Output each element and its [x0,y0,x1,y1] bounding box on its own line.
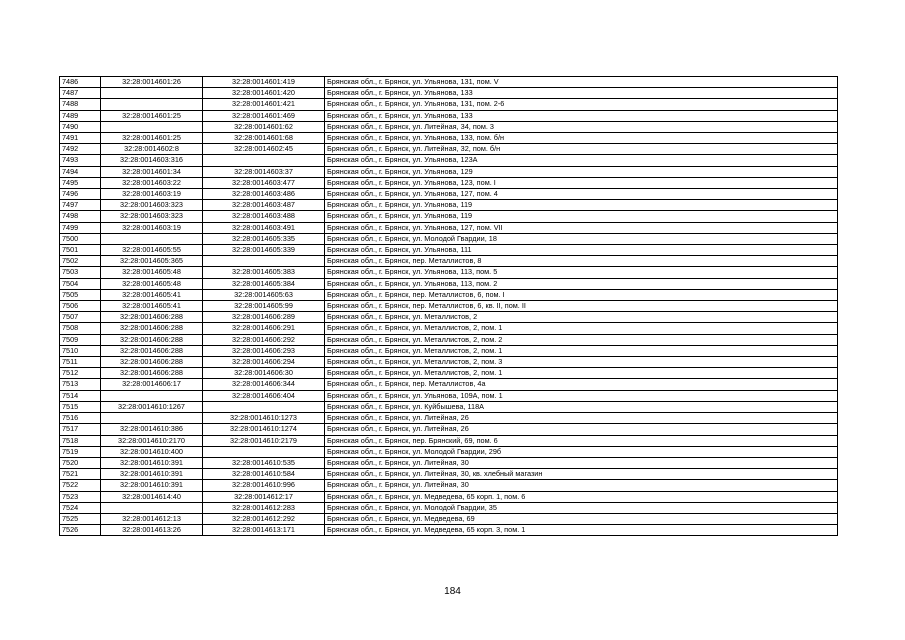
table-row [60,121,838,132]
land-cadastral-number-cell: 32:28:0014603:316 [101,155,203,166]
row-number-cell: 7526 [60,525,101,536]
table-row [60,177,838,188]
object-cadastral-number-cell: 32:28:0014605:383 [203,267,325,278]
table-row [60,110,838,121]
address-cell: Брянская обл., г. Брянск, ул. Куйбышева, 118А [325,401,838,412]
address-cell: Брянская обл., г. Брянск, ул. Ульянова, 111 [325,245,838,256]
row-number-cell: 7489 [60,110,101,121]
object-cadastral-number-cell: 32:28:0014606:291 [203,323,325,334]
object-cadastral-number-cell: 32:28:0014603:488 [203,211,325,222]
land-cadastral-number-cell: 32:28:0014605:41 [101,289,203,300]
land-cadastral-number-cell: 32:28:0014606:288 [101,345,203,356]
table-row [60,446,838,457]
row-number-cell: 7486 [60,77,101,88]
object-cadastral-number-cell: 32:28:0014603:486 [203,189,325,200]
address-cell: Брянская обл., г. Брянск, ул. Ульянова, 131, пом. 2-6 [325,99,838,110]
address-cell: Брянская обл., г. Брянск, ул. Ульянова, 109А, пом. 1 [325,390,838,401]
object-cadastral-number-cell: 32:28:0014612:292 [203,513,325,524]
land-cadastral-number-cell [101,233,203,244]
table-row [60,77,838,88]
object-cadastral-number-cell [203,155,325,166]
address-cell: Брянская обл., г. Брянск, ул. Литейная, 34, пом. 3 [325,121,838,132]
land-cadastral-number-cell: 32:28:0014605:48 [101,278,203,289]
table-row [60,133,838,144]
table-row [60,424,838,435]
address-cell: Брянская обл., г. Брянск, пер. Металлистов, 6, пом. I [325,289,838,300]
object-cadastral-number-cell: 32:28:0014606:344 [203,379,325,390]
table-row [60,491,838,502]
table-row [60,278,838,289]
table-row [60,435,838,446]
table-row [60,357,838,368]
row-number-cell: 7520 [60,457,101,468]
table-row [60,256,838,267]
address-cell: Брянская обл., г. Брянск, ул. Ульянова, 113, пом. 5 [325,267,838,278]
object-cadastral-number-cell: 32:28:0014605:384 [203,278,325,289]
table-row [60,211,838,222]
address-cell: Брянская обл., г. Брянск, ул. Ульянова, 133, пом. б/н [325,133,838,144]
row-number-cell: 7490 [60,121,101,132]
land-cadastral-number-cell: 32:28:0014603:323 [101,200,203,211]
property-register-table [59,76,838,536]
address-cell: Брянская обл., г. Брянск, ул. Ульянова, 133 [325,88,838,99]
land-cadastral-number-cell [101,99,203,110]
object-cadastral-number-cell: 32:28:0014602:45 [203,144,325,155]
object-cadastral-number-cell: 32:28:0014610:996 [203,480,325,491]
address-cell: Брянская обл., г. Брянск, ул. Ульянова, 127, пом. VII [325,222,838,233]
address-cell: Брянская обл., г. Брянск, ул. Ульянова, 119 [325,200,838,211]
row-number-cell: 7499 [60,222,101,233]
table-row [60,155,838,166]
address-cell: Брянская обл., г. Брянск, ул. Ульянова, 133 [325,110,838,121]
row-number-cell: 7516 [60,413,101,424]
row-number-cell: 7513 [60,379,101,390]
table-row [60,312,838,323]
land-cadastral-number-cell: 32:28:0014605:41 [101,301,203,312]
table-row [60,301,838,312]
object-cadastral-number-cell: 32:28:0014606:289 [203,312,325,323]
table-row [60,513,838,524]
address-cell: Брянская обл., г. Брянск, ул. Молодой Гвардии, 35 [325,502,838,513]
land-cadastral-number-cell [101,413,203,424]
row-number-cell: 7492 [60,144,101,155]
row-number-cell: 7497 [60,200,101,211]
address-cell: Брянская обл., г. Брянск, ул. Литейная, 30 [325,457,838,468]
table-row [60,413,838,424]
object-cadastral-number-cell: 32:28:0014612:283 [203,502,325,513]
table-row [60,222,838,233]
address-cell: Брянская обл., г. Брянск, пер. Металлистов, 6, кв. II, пом. II [325,301,838,312]
table-row [60,379,838,390]
land-cadastral-number-cell: 32:28:0014601:26 [101,77,203,88]
object-cadastral-number-cell [203,256,325,267]
object-cadastral-number-cell: 32:28:0014606:294 [203,357,325,368]
address-cell: Брянская обл., г. Брянск, ул. Металлистов, 2 [325,312,838,323]
object-cadastral-number-cell [203,446,325,457]
land-cadastral-number-cell: 32:28:0014601:25 [101,110,203,121]
object-cadastral-number-cell: 32:28:0014603:487 [203,200,325,211]
land-cadastral-number-cell: 32:28:0014603:19 [101,222,203,233]
land-cadastral-number-cell: 32:28:0014601:34 [101,166,203,177]
object-cadastral-number-cell: 32:28:0014610:1274 [203,424,325,435]
object-cadastral-number-cell: 32:28:0014610:535 [203,457,325,468]
address-cell: Брянская обл., г. Брянск, ул. Ульянова, 123, пом. I [325,177,838,188]
row-number-cell: 7510 [60,345,101,356]
address-cell: Брянская обл., г. Брянск, ул. Литейная, 26 [325,424,838,435]
table-row [60,88,838,99]
land-cadastral-number-cell: 32:28:0014614:40 [101,491,203,502]
row-number-cell: 7509 [60,334,101,345]
row-number-cell: 7491 [60,133,101,144]
address-cell: Брянская обл., г. Брянск, ул. Медведева, 69 [325,513,838,524]
land-cadastral-number-cell: 32:28:0014606:17 [101,379,203,390]
address-cell: Брянская обл., г. Брянск, ул. Литейная, 30, кв. хлебный магазин [325,469,838,480]
table-row [60,166,838,177]
object-cadastral-number-cell: 32:28:0014610:584 [203,469,325,480]
object-cadastral-number-cell: 32:28:0014601:68 [203,133,325,144]
row-number-cell: 7504 [60,278,101,289]
row-number-cell: 7525 [60,513,101,524]
land-cadastral-number-cell [101,390,203,401]
land-cadastral-number-cell: 32:28:0014613:26 [101,525,203,536]
row-number-cell: 7500 [60,233,101,244]
row-number-cell: 7507 [60,312,101,323]
address-cell: Брянская обл., г. Брянск, ул. Молодой Гвардии, 29б [325,446,838,457]
address-cell: Брянская обл., г. Брянск, ул. Ульянова, 119 [325,211,838,222]
row-number-cell: 7502 [60,256,101,267]
land-cadastral-number-cell [101,502,203,513]
row-number-cell: 7519 [60,446,101,457]
object-cadastral-number-cell: 32:28:0014612:17 [203,491,325,502]
address-cell: Брянская обл., г. Брянск, ул. Ульянова, 113, пом. 2 [325,278,838,289]
land-cadastral-number-cell: 32:28:0014606:288 [101,323,203,334]
land-cadastral-number-cell: 32:28:0014610:400 [101,446,203,457]
address-cell: Брянская обл., г. Брянск, ул. Литейная, 32, пом. б/н [325,144,838,155]
row-number-cell: 7508 [60,323,101,334]
table-row [60,368,838,379]
land-cadastral-number-cell: 32:28:0014610:391 [101,480,203,491]
table-row [60,525,838,536]
address-cell: Брянская обл., г. Брянск, ул. Молодой Гвардии, 18 [325,233,838,244]
table-row [60,99,838,110]
row-number-cell: 7524 [60,502,101,513]
land-cadastral-number-cell [101,88,203,99]
row-number-cell: 7506 [60,301,101,312]
land-cadastral-number-cell [101,121,203,132]
address-cell: Брянская обл., г. Брянск, пер. Металлистов, 8 [325,256,838,267]
land-cadastral-number-cell: 32:28:0014610:1267 [101,401,203,412]
object-cadastral-number-cell: 32:28:0014601:419 [203,77,325,88]
object-cadastral-number-cell: 32:28:0014613:171 [203,525,325,536]
object-cadastral-number-cell: 32:28:0014610:2179 [203,435,325,446]
object-cadastral-number-cell: 32:28:0014605:63 [203,289,325,300]
table-row [60,345,838,356]
table-row [60,189,838,200]
table-row [60,390,838,401]
table-row [60,502,838,513]
address-cell: Брянская обл., г. Брянск, ул. Металлистов, 2, пом. 3 [325,357,838,368]
table-row [60,245,838,256]
address-cell: Брянская обл., г. Брянск, ул. Металлистов, 2, пом. 1 [325,345,838,356]
table-row [60,323,838,334]
land-cadastral-number-cell: 32:28:0014610:2170 [101,435,203,446]
page-number: 184 [444,586,461,597]
land-cadastral-number-cell: 32:28:0014605:365 [101,256,203,267]
object-cadastral-number-cell: 32:28:0014605:99 [203,301,325,312]
land-cadastral-number-cell: 32:28:0014612:13 [101,513,203,524]
address-cell: Брянская обл., г. Брянск, ул. Металлистов, 2, пом. 2 [325,334,838,345]
row-number-cell: 7522 [60,480,101,491]
object-cadastral-number-cell: 32:28:0014603:491 [203,222,325,233]
land-cadastral-number-cell: 32:28:0014603:19 [101,189,203,200]
row-number-cell: 7512 [60,368,101,379]
table-row [60,480,838,491]
row-number-cell: 7495 [60,177,101,188]
land-cadastral-number-cell: 32:28:0014602:8 [101,144,203,155]
land-cadastral-number-cell: 32:28:0014603:22 [101,177,203,188]
address-cell: Брянская обл., г. Брянск, пер. Металлистов, 4а [325,379,838,390]
row-number-cell: 7521 [60,469,101,480]
table-row [60,401,838,412]
address-cell: Брянская обл., г. Брянск, ул. Литейная, 30 [325,480,838,491]
row-number-cell: 7488 [60,99,101,110]
table-row [60,267,838,278]
table-row [60,289,838,300]
row-number-cell: 7505 [60,289,101,300]
object-cadastral-number-cell: 32:28:0014606:404 [203,390,325,401]
address-cell: Брянская обл., г. Брянск, пер. Брянский, 69, пом. 6 [325,435,838,446]
land-cadastral-number-cell: 32:28:0014605:48 [101,267,203,278]
land-cadastral-number-cell: 32:28:0014601:25 [101,133,203,144]
land-cadastral-number-cell: 32:28:0014603:323 [101,211,203,222]
address-cell: Брянская обл., г. Брянск, ул. Ульянова, 127, пом. 4 [325,189,838,200]
row-number-cell: 7496 [60,189,101,200]
row-number-cell: 7493 [60,155,101,166]
object-cadastral-number-cell: 32:28:0014601:421 [203,99,325,110]
row-number-cell: 7503 [60,267,101,278]
row-number-cell: 7514 [60,390,101,401]
address-cell: Брянская обл., г. Брянск, ул. Металлистов, 2, пом. 1 [325,368,838,379]
address-cell: Брянская обл., г. Брянск, ул. Медведева, 65 корп. 3, пом. 1 [325,525,838,536]
address-cell: Брянская обл., г. Брянск, ул. Медведева, 65 корп. 1, пом. 6 [325,491,838,502]
table-row [60,457,838,468]
table-row [60,200,838,211]
row-number-cell: 7511 [60,357,101,368]
table-body [60,77,838,536]
object-cadastral-number-cell: 32:28:0014603:477 [203,177,325,188]
row-number-cell: 7501 [60,245,101,256]
land-cadastral-number-cell: 32:28:0014610:391 [101,457,203,468]
object-cadastral-number-cell: 32:28:0014606:292 [203,334,325,345]
address-cell: Брянская обл., г. Брянск, ул. Ульянова, 129 [325,166,838,177]
table-row [60,469,838,480]
land-cadastral-number-cell: 32:28:0014606:288 [101,334,203,345]
table-row [60,233,838,244]
object-cadastral-number-cell: 32:28:0014601:62 [203,121,325,132]
land-cadastral-number-cell: 32:28:0014610:386 [101,424,203,435]
object-cadastral-number-cell [203,401,325,412]
row-number-cell: 7517 [60,424,101,435]
object-cadastral-number-cell: 32:28:0014606:293 [203,345,325,356]
object-cadastral-number-cell: 32:28:0014605:335 [203,233,325,244]
table-row [60,144,838,155]
address-cell: Брянская обл., г. Брянск, ул. Литейная, 26 [325,413,838,424]
row-number-cell: 7487 [60,88,101,99]
land-cadastral-number-cell: 32:28:0014606:288 [101,368,203,379]
object-cadastral-number-cell: 32:28:0014601:420 [203,88,325,99]
land-cadastral-number-cell: 32:28:0014606:288 [101,357,203,368]
object-cadastral-number-cell: 32:28:0014603:37 [203,166,325,177]
object-cadastral-number-cell: 32:28:0014605:339 [203,245,325,256]
object-cadastral-number-cell: 32:28:0014601:469 [203,110,325,121]
object-cadastral-number-cell: 32:28:0014610:1273 [203,413,325,424]
row-number-cell: 7515 [60,401,101,412]
row-number-cell: 7518 [60,435,101,446]
object-cadastral-number-cell: 32:28:0014606:30 [203,368,325,379]
land-cadastral-number-cell: 32:28:0014610:391 [101,469,203,480]
land-cadastral-number-cell: 32:28:0014605:55 [101,245,203,256]
address-cell: Брянская обл., г. Брянск, ул. Металлистов, 2, пом. 1 [325,323,838,334]
row-number-cell: 7523 [60,491,101,502]
address-cell: Брянская обл., г. Брянск, ул. Ульянова, 131, пом. V [325,77,838,88]
table-row [60,334,838,345]
row-number-cell: 7498 [60,211,101,222]
address-cell: Брянская обл., г. Брянск, ул. Ульянова, 123А [325,155,838,166]
row-number-cell: 7494 [60,166,101,177]
land-cadastral-number-cell: 32:28:0014606:288 [101,312,203,323]
